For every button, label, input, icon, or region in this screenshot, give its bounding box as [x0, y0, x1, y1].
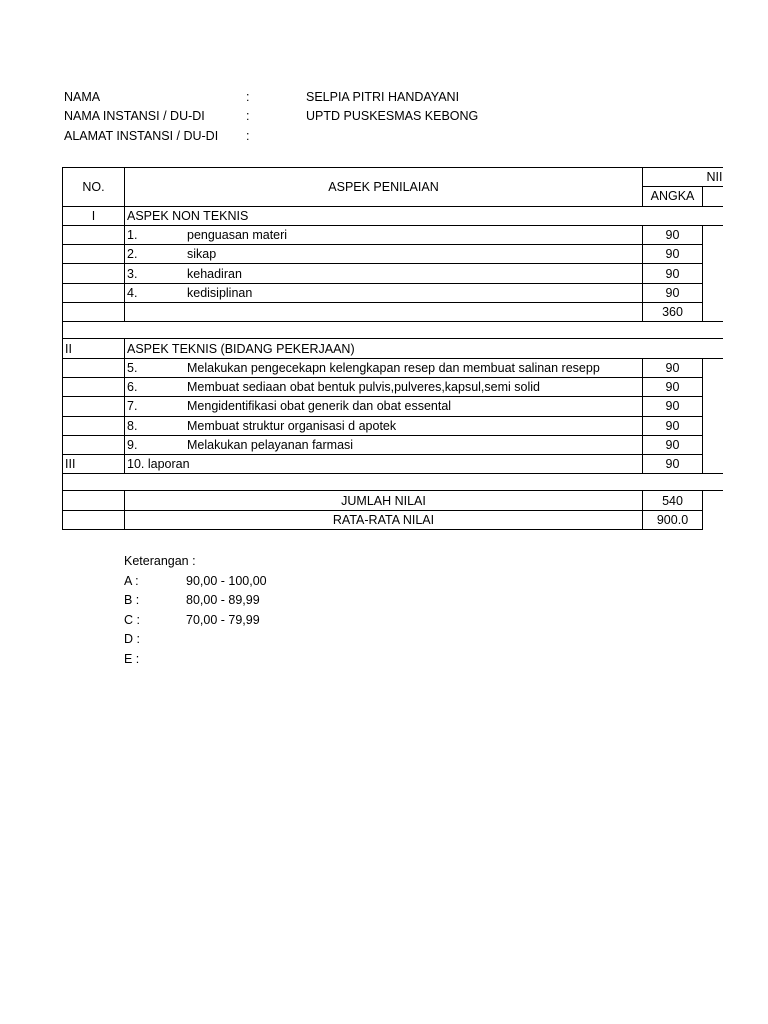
jumlah-value: 540 — [643, 491, 703, 510]
rata-label: RATA-RATA NILAI — [125, 510, 643, 529]
grade-row — [124, 613, 324, 633]
table-header-row — [63, 168, 723, 187]
grade-letter: E : — [124, 651, 140, 666]
item-text: sikap — [187, 247, 217, 262]
subtotal-score: 360 — [643, 303, 703, 322]
header-row-instansi — [64, 109, 704, 129]
spacer-row — [63, 474, 723, 491]
col-nilai-header: NII — [643, 168, 723, 187]
table-row — [63, 358, 723, 377]
header-label: NAMA — [64, 90, 101, 104]
grade-row — [124, 593, 324, 613]
section-title: ASPEK NON TEKNIS — [125, 206, 723, 225]
item-score: 90 — [643, 455, 703, 474]
item-number: 6. — [127, 380, 138, 395]
item-score: 90 — [643, 225, 703, 244]
table-row — [63, 245, 723, 264]
item-number: 3. — [127, 266, 138, 281]
header-label: NAMA INSTANSI / DU-DI — [64, 109, 205, 123]
col-angka-header: ANGKA — [643, 187, 703, 206]
item-score: 90 — [643, 377, 703, 396]
item-text: Membuat sediaan obat bentuk pulvis,pulveres,kapsul,semi solid — [187, 380, 540, 395]
header-row-nama — [64, 90, 704, 110]
spacer-row — [63, 322, 723, 339]
table-row — [63, 283, 723, 302]
item-score: 90 — [643, 397, 703, 416]
header-value: SELPIA PITRI HANDAYANI — [306, 90, 460, 104]
item-score: 90 — [643, 245, 703, 264]
header-colon: : — [246, 90, 250, 104]
item-number: 8. — [127, 418, 138, 433]
header-value: UPTD PUSKESMAS KEBONG — [306, 109, 479, 123]
item-text: Melakukan pengecekapn kelengkapan resep dan membuat salinan resepp — [187, 360, 600, 375]
item-text: Membuat struktur organisasi d apotek — [187, 418, 397, 433]
item-number: 4. — [127, 285, 138, 300]
col-aspek-header: ASPEK PENILAIAN — [125, 168, 643, 207]
grade-letter: C : — [124, 612, 140, 627]
section-no: I — [63, 206, 125, 225]
col-no-header: NO. — [63, 168, 125, 207]
table-row — [63, 264, 723, 283]
grade-row — [124, 574, 324, 594]
item-score: 90 — [643, 283, 703, 302]
subtotal-row — [63, 303, 723, 322]
item-number: 5. — [127, 360, 138, 375]
grade-range: 70,00 - 79,99 — [186, 612, 260, 627]
assessment-sheet — [62, 167, 764, 537]
item-number: 9. — [127, 438, 138, 452]
item-text: kehadiran — [187, 266, 242, 281]
assessment-table — [62, 167, 723, 530]
rata-row — [63, 510, 723, 529]
item-number: 1. — [127, 228, 138, 243]
table-row — [63, 377, 723, 396]
grade-letter: A : — [124, 573, 139, 588]
table-row — [63, 455, 723, 474]
item-score: 90 — [643, 264, 703, 283]
table-row — [63, 397, 723, 416]
header-colon: : — [246, 109, 250, 123]
item-text: Mengidentifikasi obat generik dan obat essental — [187, 399, 452, 414]
item-text: penguasan materi — [187, 228, 288, 243]
item-score: 90 — [643, 435, 703, 454]
grade-row — [124, 632, 324, 652]
keterangan — [124, 554, 324, 671]
item-score: 90 — [643, 416, 703, 435]
table-row — [63, 225, 723, 244]
rata-value: 900.0 — [643, 510, 703, 529]
grade-letter: B : — [124, 593, 140, 607]
section-no: II — [63, 339, 125, 358]
grade-range: 90,00 - 100,00 — [186, 573, 267, 588]
item-text: kedisiplinan — [187, 285, 253, 300]
item-score: 90 — [643, 358, 703, 377]
jumlah-row — [63, 491, 723, 510]
section-no: III — [63, 455, 125, 474]
grade-range: 80,00 - 89,99 — [186, 593, 260, 607]
header-label: ALAMAT INSTANSI / DU-DI — [64, 129, 219, 143]
table-row — [63, 435, 723, 454]
item-number: 2. — [127, 247, 138, 262]
section-row — [63, 339, 723, 358]
section-title: ASPEK TEKNIS (BIDANG PEKERJAAN) — [125, 339, 723, 358]
jumlah-label: JUMLAH NILAI — [125, 491, 643, 510]
table-row — [63, 416, 723, 435]
grade-row — [124, 652, 324, 672]
header-row-alamat — [64, 129, 704, 149]
item-text: 10. laporan — [125, 455, 643, 474]
keterangan-title: Keterangan : — [124, 554, 196, 568]
item-text: Melakukan pelayanan farmasi — [187, 438, 354, 452]
header-colon: : — [246, 129, 250, 143]
section-row — [63, 206, 723, 225]
grade-letter: D : — [124, 632, 140, 646]
item-number: 7. — [127, 399, 138, 414]
